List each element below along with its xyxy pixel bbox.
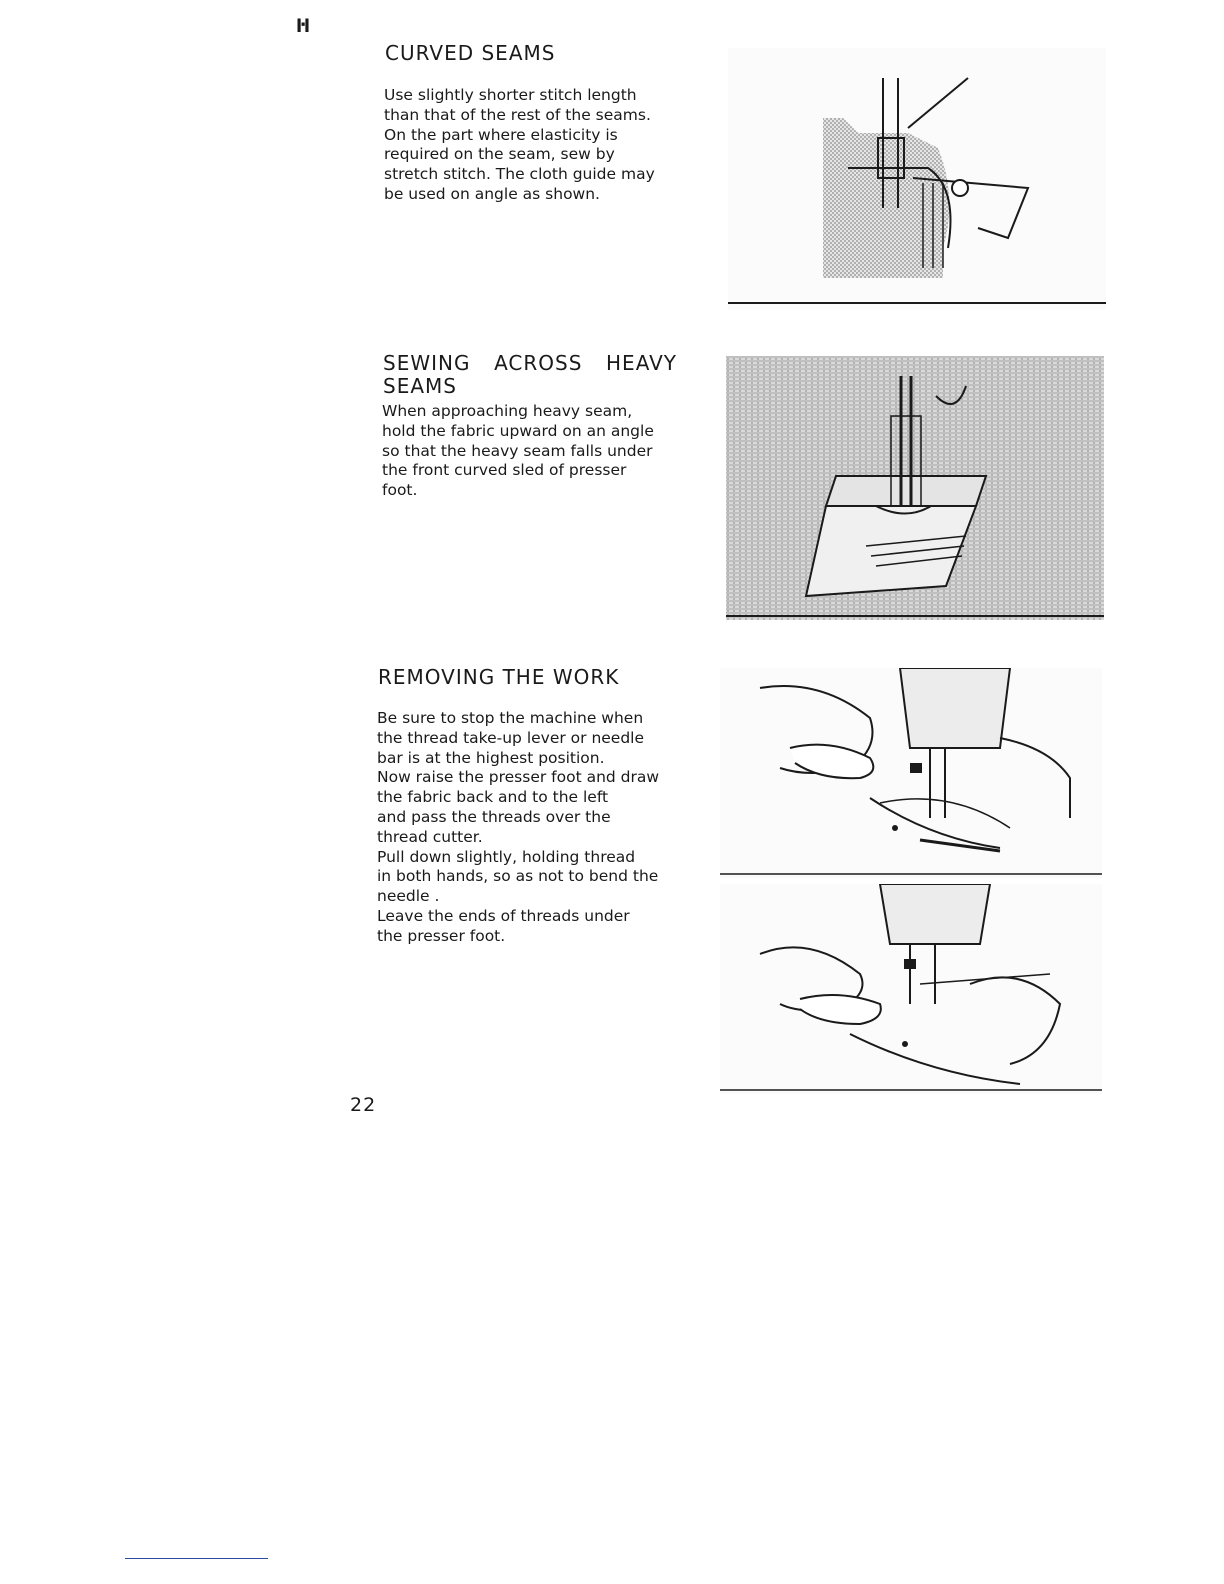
text-line: the fabric back and to the left: [377, 788, 609, 807]
removing-work-illustration-top: [720, 668, 1102, 878]
removing-work-illustration-bottom: [720, 884, 1102, 1094]
presser-foot-drawing: [726, 356, 1104, 620]
removing-work-text: [377, 709, 667, 947]
text-line: Be sure to stop the machine when: [377, 709, 644, 727]
title-line: SEWING ACROSS HEAVY: [383, 351, 677, 375]
curved-seams-text: [384, 86, 674, 205]
hands-drawing-fabric: [720, 668, 1102, 878]
text-line: thread cutter.: [377, 827, 483, 846]
title-line: SEAMS: [383, 374, 457, 398]
section-title-curved-seams: CURVED SEAMS: [385, 41, 556, 65]
text-line: needle .: [377, 887, 440, 906]
text-line: and pass the threads over the: [377, 807, 611, 826]
text-line: the thread take-up lever or needle: [377, 728, 645, 747]
text-line: Use slightly shorter stitch length: [384, 86, 637, 104]
corner-mark: ŀl: [296, 16, 311, 37]
text-line: so that the heavy seam falls under: [382, 441, 653, 460]
curved-seam-illustration: [728, 48, 1106, 310]
heavy-seam-illustration: [726, 356, 1104, 620]
text-line: the presser foot.: [377, 926, 506, 945]
text-line: foot.: [382, 481, 418, 500]
cloth-guide-drawing: [728, 48, 1106, 310]
text-line: be used on angle as shown.: [384, 184, 600, 203]
text-line: required on the seam, sew by: [384, 145, 615, 164]
text-line: hold the fabric upward on an angle: [382, 421, 654, 440]
section-title-heavy-seams: [383, 352, 677, 398]
text-line: On the part where elasticity is: [384, 125, 618, 144]
bottom-rule: [125, 1558, 268, 1559]
text-line: Now raise the presser foot and draw: [377, 768, 660, 787]
text-line: the front curved sled of presser: [382, 461, 627, 480]
text-line: Leave the ends of threads under: [377, 906, 630, 925]
text-line: than that of the rest of the seams.: [384, 105, 651, 124]
text-line: stretch stitch. The cloth guide may: [384, 165, 655, 184]
page-number: 22: [350, 1094, 377, 1116]
text-line: bar is at the highest position.: [377, 748, 605, 767]
text-line: in both hands, so as not to bend the: [377, 867, 659, 886]
text-line: Pull down slightly, holding thread: [377, 847, 636, 866]
heavy-seams-text: [382, 402, 672, 501]
hands-holding-threads: [720, 884, 1102, 1094]
section-title-removing-work: REMOVING THE WORK: [378, 665, 620, 689]
text-line: When approaching heavy seam,: [382, 402, 633, 420]
